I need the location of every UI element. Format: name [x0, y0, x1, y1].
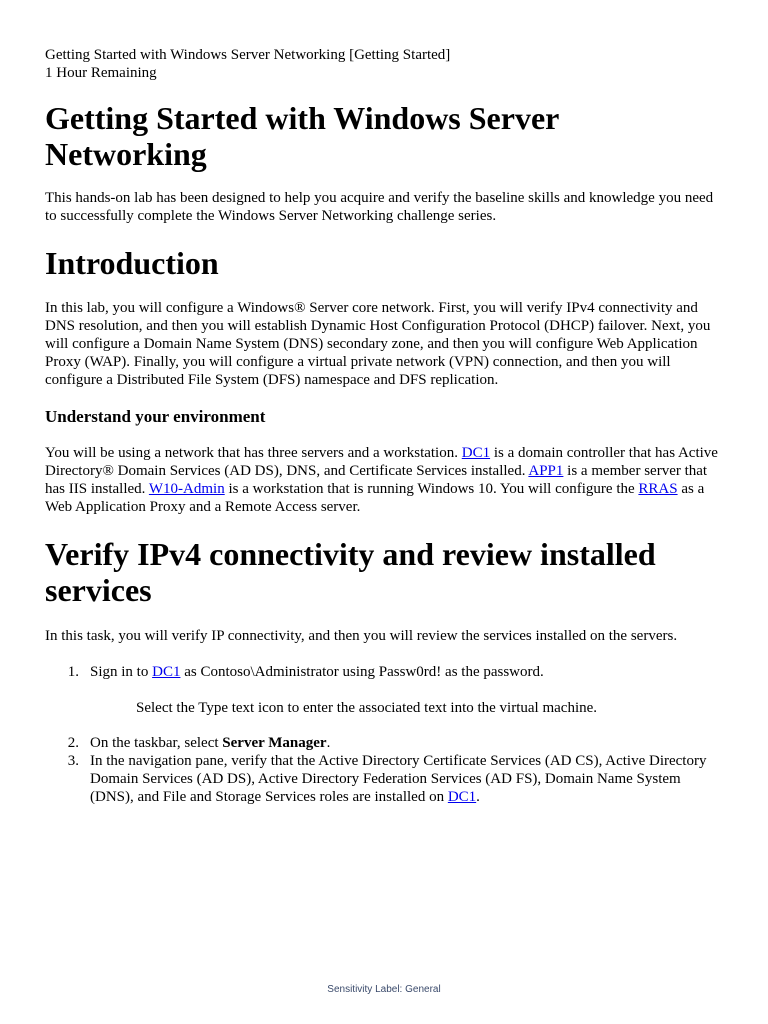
verify-heading: Verify IPv4 connectivity and review installed services — [45, 536, 656, 608]
environment-heading: Understand your environment — [45, 407, 266, 426]
environment-text: You will be using a network that has three servers and a workstation. — [45, 445, 462, 461]
list-item — [45, 734, 720, 752]
step-text: Sign in to — [90, 664, 153, 680]
step-text: In the navigation pane, verify that the Active Directory Certificate Services (AD CS), Active Directory Domain Services (AD DS), Active Directory Federation Services (AD FS), Domain Name System (DNS), and File and Storage Services roles are installed on — [90, 753, 707, 805]
introduction-paragraph: In this lab, you will configure a Windows® Server core network. First, you will verify IPv4 connectivity and DNS resolution, and then you will establish Dynamic Host Configuration Protocol (DHCP) failover. Next, you will configure a Domain Name System (DNS) secondary zone, and then you will configure Web Application Proxy (WAP). Finally, you will configure a virtual private network (VPN) connection, and then you will configure a Distributed File System (DFS) namespace and DFS replication. — [45, 300, 711, 388]
sensitivity-label: Sensitivity Label: General — [327, 984, 441, 995]
step-number: 1. — [67, 664, 79, 680]
intro-paragraph: This hands-on lab has been designed to help you acquire and verify the baseline skills and knowledge you need to successfully complete the Windows Server Networking challenge series. — [45, 190, 714, 224]
environment-paragraph — [45, 444, 720, 516]
environment-text: is a member server that has IIS installed. — [45, 463, 708, 497]
time-remaining: 1 Hour Remaining — [45, 65, 157, 81]
introduction-heading: Introduction — [45, 245, 219, 281]
server-manager-label: Server Manager — [222, 735, 327, 751]
step-number: 3. — [67, 753, 79, 769]
steps-list — [45, 734, 720, 806]
w10-admin-link[interactable]: W10-Admin — [148, 481, 225, 497]
environment-text: as a Web Application Proxy and a Remote Access server. — [45, 481, 705, 515]
step-text: . — [476, 789, 480, 805]
steps-list — [45, 663, 720, 681]
document-page — [45, 46, 720, 806]
step-text: On the taskbar, select — [90, 735, 223, 751]
step-text: . — [326, 735, 331, 751]
dc1-link[interactable]: DC1 — [447, 789, 477, 805]
list-item — [45, 752, 720, 806]
type-text-note: Select the Type text icon to enter the associated text into the virtual machine. — [136, 700, 598, 716]
step-number: 2. — [67, 735, 79, 751]
rras-link[interactable]: RRAS — [638, 481, 678, 497]
dc1-link[interactable]: DC1 — [152, 664, 181, 680]
verify-paragraph: In this task, you will verify IP connectivity, and then you will review the services installed on the servers. — [45, 628, 678, 644]
app1-link[interactable]: APP1 — [528, 463, 564, 479]
step-text: as Contoso\Administrator using Passw0rd! as the password. — [180, 664, 544, 680]
environment-text: is a workstation that is running Windows 10. You will configure the — [224, 481, 639, 497]
page-title: Getting Started with Windows Server Networking — [45, 100, 559, 172]
dc1-link[interactable]: DC1 — [461, 445, 491, 461]
list-item — [45, 663, 720, 681]
lab-title-header: Getting Started with Windows Server Networking [Getting Started] — [45, 47, 451, 63]
environment-text: is a domain controller that has Active Directory® Domain Services (AD DS), DNS, and Certificate Services installed. — [45, 445, 718, 479]
